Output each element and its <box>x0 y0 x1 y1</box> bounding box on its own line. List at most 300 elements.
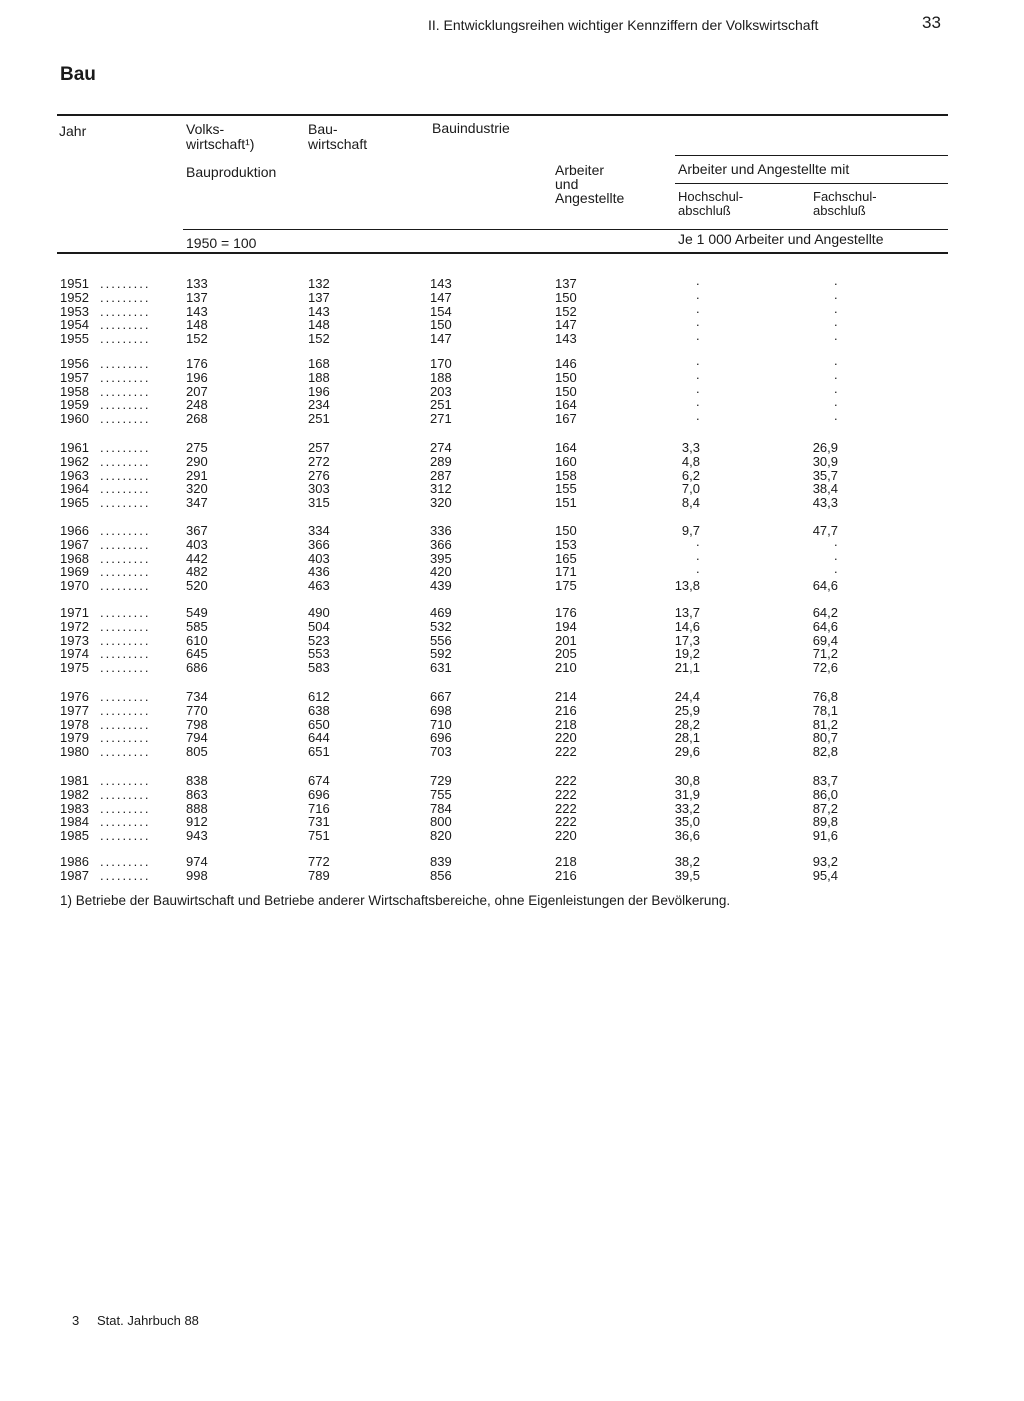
cell-fachschulabschluss: · <box>833 317 838 333</box>
cell-volkswirtschaft: 520 <box>186 578 208 594</box>
cell-volkswirtschaft: 148 <box>186 317 208 333</box>
header-rule-mit <box>675 183 948 184</box>
cell-volkswirtschaft: 320 <box>186 481 208 497</box>
cell-volkswirtschaft: 207 <box>186 383 208 399</box>
cell-arbeiter-angestellte: 176 <box>555 605 577 620</box>
col-header-bauwirtschaft-2: wirtschaft <box>308 136 368 152</box>
cell-year: 1959 <box>60 397 89 413</box>
cell-bauindustrie: 755 <box>430 786 452 802</box>
cell-arbeiter-angestellte: 147 <box>555 317 577 333</box>
cell-bauwirtschaft: 789 <box>308 867 330 883</box>
cell-hochschulabschluss: · <box>695 369 700 385</box>
cell-volkswirtschaft: 974 <box>186 854 208 869</box>
cell-bauwirtschaft: 152 <box>308 331 330 347</box>
cell-year: 1977 <box>60 702 89 718</box>
cell-arbeiter-angestellte: 151 <box>555 495 577 511</box>
cell-bauwirtschaft: 674 <box>308 773 330 788</box>
cell-bauwirtschaft: 612 <box>308 689 330 704</box>
cell-hochschulabschluss: · <box>695 303 700 319</box>
cell-arbeiter-angestellte: 222 <box>555 744 577 760</box>
cell-bauwirtschaft: 272 <box>308 453 330 469</box>
cell-bauindustrie: 631 <box>430 660 452 676</box>
col-header-bauproduktion: Bauproduktion <box>186 164 277 180</box>
cell-year: 1984 <box>60 814 89 830</box>
cell-arbeiter-angestellte: 137 <box>555 276 577 291</box>
cell-hochschulabschluss: 17,3 <box>674 632 700 648</box>
table-header-bottom-rule <box>57 252 948 254</box>
cell-year: 1976 <box>60 689 89 704</box>
cell-bauindustrie: 439 <box>430 578 452 594</box>
leader-dots: ......... <box>100 331 151 347</box>
cell-year: 1952 <box>60 289 89 305</box>
cell-hochschulabschluss: 29,6 <box>674 744 700 760</box>
cell-hochschulabschluss: 39,5 <box>674 867 700 883</box>
cell-arbeiter-angestellte: 150 <box>555 523 577 538</box>
cell-arbeiter-angestellte: 220 <box>555 730 577 746</box>
unit-label-index: 1950 = 100 <box>186 235 257 251</box>
cell-fachschulabschluss: · <box>833 356 838 371</box>
cell-year: 1986 <box>60 854 89 869</box>
cell-bauwirtschaft: 650 <box>308 716 330 732</box>
cell-hochschulabschluss: 9,7 <box>681 523 700 538</box>
cell-bauindustrie: 170 <box>430 356 452 371</box>
leader-dots: ......... <box>100 481 151 497</box>
cell-year: 1961 <box>60 440 89 455</box>
leader-dots: ......... <box>100 660 151 676</box>
cell-volkswirtschaft: 137 <box>186 289 208 305</box>
cell-bauindustrie: 395 <box>430 550 452 566</box>
cell-arbeiter-angestellte: 175 <box>555 578 577 594</box>
cell-arbeiter-angestellte: 201 <box>555 632 577 648</box>
leader-dots: ......... <box>100 317 151 333</box>
cell-volkswirtschaft: 152 <box>186 331 208 347</box>
col-header-fachschulabschluss-2: abschluß <box>813 203 866 218</box>
cell-bauwirtschaft: 553 <box>308 646 330 662</box>
cell-arbeiter-angestellte: 150 <box>555 289 577 305</box>
cell-volkswirtschaft: 291 <box>186 467 208 483</box>
cell-volkswirtschaft: 998 <box>186 867 208 883</box>
cell-volkswirtschaft: 770 <box>186 702 208 718</box>
cell-arbeiter-angestellte: 164 <box>555 397 577 413</box>
cell-arbeiter-angestellte: 152 <box>555 303 577 319</box>
cell-volkswirtschaft: 610 <box>186 632 208 648</box>
cell-bauwirtschaft: 251 <box>308 411 330 427</box>
col-header-fachschulabschluss: Fachschul- <box>813 189 877 204</box>
leader-dots: ......... <box>100 578 151 594</box>
page-footer: Stat. Jahrbuch 88 <box>97 1313 199 1328</box>
cell-bauindustrie: 203 <box>430 383 452 399</box>
cell-year: 1956 <box>60 356 89 371</box>
cell-bauwirtschaft: 490 <box>308 605 330 620</box>
page-number: 33 <box>922 13 941 32</box>
cell-hochschulabschluss: 38,2 <box>674 854 700 869</box>
cell-bauwirtschaft: 644 <box>308 730 330 746</box>
cell-year: 1960 <box>60 411 89 427</box>
cell-bauwirtschaft: 463 <box>308 578 330 594</box>
leader-dots: ......... <box>100 440 151 455</box>
leader-dots: ......... <box>100 495 151 511</box>
cell-year: 1975 <box>60 660 89 676</box>
leader-dots: ......... <box>100 356 151 371</box>
cell-fachschulabschluss: 64,6 <box>812 578 838 594</box>
cell-fachschulabschluss: · <box>833 550 838 566</box>
cell-bauindustrie: 469 <box>430 605 452 620</box>
cell-bauwirtschaft: 638 <box>308 702 330 718</box>
cell-hochschulabschluss: 6,2 <box>681 467 700 483</box>
cell-year: 1982 <box>60 786 89 802</box>
cell-fachschulabschluss: 87,2 <box>812 800 838 816</box>
cell-fachschulabschluss: 76,8 <box>812 689 838 704</box>
cell-fachschulabschluss: 95,4 <box>812 867 838 883</box>
cell-bauindustrie: 532 <box>430 618 452 634</box>
cell-volkswirtschaft: 176 <box>186 356 208 371</box>
cell-year: 1978 <box>60 716 89 732</box>
cell-fachschulabschluss: 30,9 <box>812 453 838 469</box>
cell-arbeiter-angestellte: 153 <box>555 536 577 552</box>
cell-year: 1951 <box>60 276 89 291</box>
section-title: Bau <box>60 64 96 85</box>
cell-fachschulabschluss: 82,8 <box>812 744 838 760</box>
cell-fachschulabschluss: 72,6 <box>812 660 838 676</box>
running-header: II. Entwicklungsreihen wichtiger Kennziffern der Volkswirtschaft <box>428 17 819 33</box>
cell-fachschulabschluss: · <box>833 331 838 347</box>
cell-bauwirtschaft: 751 <box>308 828 330 844</box>
cell-bauwirtschaft: 696 <box>308 786 330 802</box>
col-header-jahr: Jahr <box>59 123 87 139</box>
cell-volkswirtschaft: 838 <box>186 773 208 788</box>
cell-hochschulabschluss: · <box>695 331 700 347</box>
cell-bauwirtschaft: 303 <box>308 481 330 497</box>
cell-hochschulabschluss: 25,9 <box>674 702 700 718</box>
cell-arbeiter-angestellte: 216 <box>555 702 577 718</box>
cell-hochschulabschluss: · <box>695 276 700 291</box>
cell-hochschulabschluss: · <box>695 317 700 333</box>
cell-arbeiter-angestellte: 218 <box>555 854 577 869</box>
leader-dots: ......... <box>100 618 151 634</box>
cell-arbeiter-angestellte: 167 <box>555 411 577 427</box>
cell-hochschulabschluss: 8,4 <box>681 495 700 511</box>
cell-bauindustrie: 800 <box>430 814 452 830</box>
cell-bauindustrie: 698 <box>430 702 452 718</box>
cell-hochschulabschluss: 13,8 <box>674 578 700 594</box>
cell-volkswirtschaft: 645 <box>186 646 208 662</box>
cell-bauindustrie: 154 <box>430 303 452 319</box>
cell-volkswirtschaft: 403 <box>186 536 208 552</box>
leader-dots: ......... <box>100 702 151 718</box>
cell-volkswirtschaft: 268 <box>186 411 208 427</box>
cell-bauwirtschaft: 403 <box>308 550 330 566</box>
col-header-hochschulabschluss: Hochschul- <box>678 189 744 204</box>
cell-year: 1957 <box>60 369 89 385</box>
cell-bauindustrie: 592 <box>430 646 452 662</box>
cell-arbeiter-angestellte: 158 <box>555 467 577 483</box>
leader-dots: ......... <box>100 550 151 566</box>
cell-hochschulabschluss: 31,9 <box>674 786 700 802</box>
cell-fachschulabschluss: 64,6 <box>812 618 838 634</box>
cell-fachschulabschluss: · <box>833 397 838 413</box>
cell-fachschulabschluss: 80,7 <box>812 730 838 746</box>
cell-arbeiter-angestellte: 216 <box>555 867 577 883</box>
leader-dots: ......... <box>100 689 151 704</box>
cell-fachschulabschluss: 93,2 <box>812 854 838 869</box>
cell-arbeiter-angestellte: 194 <box>555 618 577 634</box>
cell-bauindustrie: 729 <box>430 773 452 788</box>
leader-dots: ......... <box>100 467 151 483</box>
cell-volkswirtschaft: 888 <box>186 800 208 816</box>
cell-fachschulabschluss: 78,1 <box>812 702 838 718</box>
cell-bauwirtschaft: 731 <box>308 814 330 830</box>
cell-volkswirtschaft: 248 <box>186 397 208 413</box>
cell-bauindustrie: 287 <box>430 467 452 483</box>
cell-year: 1968 <box>60 550 89 566</box>
cell-fachschulabschluss: · <box>833 411 838 427</box>
leader-dots: ......... <box>100 744 151 760</box>
cell-volkswirtschaft: 196 <box>186 369 208 385</box>
unit-label-per-thousand: Je 1 000 Arbeiter und Angestellte <box>678 231 884 247</box>
cell-year: 1953 <box>60 303 89 319</box>
cell-fachschulabschluss: · <box>833 383 838 399</box>
cell-bauwirtschaft: 137 <box>308 289 330 305</box>
cell-year: 1972 <box>60 618 89 634</box>
cell-bauindustrie: 710 <box>430 716 452 732</box>
cell-fachschulabschluss: 43,3 <box>812 495 838 511</box>
cell-hochschulabschluss: · <box>695 411 700 427</box>
cell-hochschulabschluss: 24,4 <box>674 689 700 704</box>
col-header-bauindustrie: Bauindustrie <box>432 120 510 136</box>
leader-dots: ......... <box>100 564 151 580</box>
cell-bauindustrie: 556 <box>430 632 452 648</box>
cell-hochschulabschluss: · <box>695 289 700 305</box>
cell-volkswirtschaft: 347 <box>186 495 208 511</box>
cell-fachschulabschluss: · <box>833 536 838 552</box>
cell-bauindustrie: 420 <box>430 564 452 580</box>
cell-fachschulabschluss: 26,9 <box>812 440 838 455</box>
col-header-arbeiter-und: und <box>555 176 579 192</box>
cell-bauindustrie: 703 <box>430 744 452 760</box>
cell-hochschulabschluss: 33,2 <box>674 800 700 816</box>
cell-bauwirtschaft: 234 <box>308 397 330 413</box>
cell-fachschulabschluss: · <box>833 303 838 319</box>
cell-fachschulabschluss: 38,4 <box>812 481 838 497</box>
col-header-volkswirtschaft-2: wirtschaft¹) <box>186 136 255 152</box>
cell-arbeiter-angestellte: 160 <box>555 453 577 469</box>
cell-arbeiter-angestellte: 155 <box>555 481 577 497</box>
cell-volkswirtschaft: 943 <box>186 828 208 844</box>
cell-year: 1962 <box>60 453 89 469</box>
cell-bauindustrie: 667 <box>430 689 452 704</box>
cell-fachschulabschluss: 89,8 <box>812 814 838 830</box>
cell-fachschulabschluss: · <box>833 276 838 291</box>
cell-arbeiter-angestellte: 214 <box>555 689 577 704</box>
cell-year: 1964 <box>60 481 89 497</box>
leader-dots: ......... <box>100 730 151 746</box>
cell-year: 1979 <box>60 730 89 746</box>
leader-dots: ......... <box>100 276 151 291</box>
cell-hochschulabschluss: · <box>695 564 700 580</box>
col-header-bauwirtschaft: Bau- <box>308 121 338 137</box>
cell-bauindustrie: 143 <box>430 276 452 291</box>
cell-hochschulabschluss: 36,6 <box>674 828 700 844</box>
cell-bauindustrie: 150 <box>430 317 452 333</box>
cell-bauindustrie: 366 <box>430 536 452 552</box>
cell-fachschulabschluss: 81,2 <box>812 716 838 732</box>
leader-dots: ......... <box>100 632 151 648</box>
cell-arbeiter-angestellte: 150 <box>555 383 577 399</box>
cell-year: 1980 <box>60 744 89 760</box>
cell-volkswirtschaft: 863 <box>186 786 208 802</box>
leader-dots: ......... <box>100 369 151 385</box>
cell-hochschulabschluss: 3,3 <box>681 440 700 455</box>
cell-year: 1981 <box>60 773 89 788</box>
cell-volkswirtschaft: 794 <box>186 730 208 746</box>
leader-dots: ......... <box>100 854 151 869</box>
cell-bauindustrie: 856 <box>430 867 452 883</box>
cell-year: 1965 <box>60 495 89 511</box>
cell-bauwirtschaft: 716 <box>308 800 330 816</box>
page-footer-mark: 3 <box>72 1313 80 1328</box>
cell-volkswirtschaft: 912 <box>186 814 208 830</box>
leader-dots: ......... <box>100 800 151 816</box>
cell-arbeiter-angestellte: 143 <box>555 331 577 347</box>
cell-hochschulabschluss: 30,8 <box>674 773 700 788</box>
cell-bauindustrie: 251 <box>430 397 452 413</box>
cell-hochschulabschluss: · <box>695 356 700 371</box>
cell-year: 1963 <box>60 467 89 483</box>
cell-bauwirtschaft: 276 <box>308 467 330 483</box>
cell-bauindustrie: 289 <box>430 453 452 469</box>
cell-hochschulabschluss: · <box>695 550 700 566</box>
cell-arbeiter-angestellte: 222 <box>555 786 577 802</box>
cell-hochschulabschluss: 4,8 <box>681 453 700 469</box>
cell-bauwirtschaft: 366 <box>308 536 330 552</box>
cell-bauindustrie: 147 <box>430 289 452 305</box>
leader-dots: ......... <box>100 773 151 788</box>
cell-volkswirtschaft: 686 <box>186 660 208 676</box>
cell-hochschulabschluss: · <box>695 536 700 552</box>
leader-dots: ......... <box>100 289 151 305</box>
cell-fachschulabschluss: · <box>833 369 838 385</box>
cell-bauindustrie: 147 <box>430 331 452 347</box>
cell-year: 1987 <box>60 867 89 883</box>
table-top-rule <box>57 114 948 116</box>
cell-fachschulabschluss: 35,7 <box>812 467 838 483</box>
cell-bauwirtschaft: 436 <box>308 564 330 580</box>
cell-hochschulabschluss: · <box>695 397 700 413</box>
cell-arbeiter-angestellte: 164 <box>555 440 577 455</box>
cell-bauwirtschaft: 196 <box>308 383 330 399</box>
cell-year: 1969 <box>60 564 89 580</box>
col-header-arbeiter-und-angestellte-mit: Arbeiter und Angestellte mit <box>678 161 850 177</box>
cell-year: 1954 <box>60 317 89 333</box>
cell-hochschulabschluss: 28,2 <box>674 716 700 732</box>
col-header-angestellte: Angestellte <box>555 190 625 206</box>
cell-bauwirtschaft: 132 <box>308 276 330 291</box>
cell-bauwirtschaft: 583 <box>308 660 330 676</box>
cell-arbeiter-angestellte: 165 <box>555 550 577 566</box>
cell-bauindustrie: 312 <box>430 481 452 497</box>
cell-year: 1983 <box>60 800 89 816</box>
footnote: 1) Betriebe der Bauwirtschaft und Betriebe anderer Wirtschaftsbereiche, ohne Eigenleistungen der Bevölkerung. <box>60 893 731 908</box>
leader-dots: ......... <box>100 523 151 538</box>
leader-dots: ......... <box>100 786 151 802</box>
cell-bauindustrie: 188 <box>430 369 452 385</box>
leader-dots: ......... <box>100 536 151 552</box>
header-rule-units <box>183 229 948 230</box>
leader-dots: ......... <box>100 867 151 883</box>
cell-volkswirtschaft: 549 <box>186 605 208 620</box>
cell-volkswirtschaft: 133 <box>186 276 208 291</box>
cell-fachschulabschluss: 47,7 <box>812 523 838 538</box>
cell-volkswirtschaft: 805 <box>186 744 208 760</box>
cell-bauindustrie: 820 <box>430 828 452 844</box>
cell-fachschulabschluss: 91,6 <box>812 828 838 844</box>
leader-dots: ......... <box>100 411 151 427</box>
cell-arbeiter-angestellte: 210 <box>555 660 577 676</box>
cell-volkswirtschaft: 798 <box>186 716 208 732</box>
cell-bauwirtschaft: 504 <box>308 618 330 634</box>
cell-volkswirtschaft: 275 <box>186 440 208 455</box>
leader-dots: ......... <box>100 828 151 844</box>
col-header-arbeiter: Arbeiter <box>555 162 605 178</box>
cell-fachschulabschluss: · <box>833 564 838 580</box>
cell-arbeiter-angestellte: 222 <box>555 814 577 830</box>
cell-year: 1971 <box>60 605 89 620</box>
cell-arbeiter-angestellte: 171 <box>555 564 577 580</box>
cell-arbeiter-angestellte: 222 <box>555 773 577 788</box>
cell-year: 1966 <box>60 523 89 538</box>
cell-arbeiter-angestellte: 220 <box>555 828 577 844</box>
leader-dots: ......... <box>100 646 151 662</box>
cell-arbeiter-angestellte: 205 <box>555 646 577 662</box>
cell-volkswirtschaft: 367 <box>186 523 208 538</box>
cell-year: 1958 <box>60 383 89 399</box>
cell-arbeiter-angestellte: 222 <box>555 800 577 816</box>
cell-volkswirtschaft: 585 <box>186 618 208 634</box>
cell-hochschulabschluss: · <box>695 383 700 399</box>
leader-dots: ......... <box>100 303 151 319</box>
cell-fachschulabschluss: 69,4 <box>812 632 838 648</box>
cell-arbeiter-angestellte: 150 <box>555 369 577 385</box>
leader-dots: ......... <box>100 605 151 620</box>
header-rule-bauindustrie <box>675 155 948 156</box>
cell-bauindustrie: 271 <box>430 411 452 427</box>
cell-year: 1973 <box>60 632 89 648</box>
cell-bauindustrie: 696 <box>430 730 452 746</box>
cell-hochschulabschluss: 14,6 <box>674 618 700 634</box>
cell-year: 1955 <box>60 331 89 347</box>
cell-year: 1974 <box>60 646 89 662</box>
cell-hochschulabschluss: 19,2 <box>674 646 700 662</box>
cell-hochschulabschluss: 21,1 <box>674 660 700 676</box>
cell-arbeiter-angestellte: 218 <box>555 716 577 732</box>
cell-year: 1985 <box>60 828 89 844</box>
cell-volkswirtschaft: 442 <box>186 550 208 566</box>
cell-fachschulabschluss: · <box>833 289 838 305</box>
col-header-volkswirtschaft: Volks- <box>186 121 225 137</box>
col-header-hochschulabschluss-2: abschluß <box>678 203 731 218</box>
cell-volkswirtschaft: 290 <box>186 453 208 469</box>
cell-volkswirtschaft: 482 <box>186 564 208 580</box>
cell-bauindustrie: 320 <box>430 495 452 511</box>
cell-bauwirtschaft: 257 <box>308 440 330 455</box>
cell-year: 1967 <box>60 536 89 552</box>
cell-year: 1970 <box>60 578 89 594</box>
cell-bauwirtschaft: 651 <box>308 744 330 760</box>
cell-volkswirtschaft: 143 <box>186 303 208 319</box>
cell-volkswirtschaft: 734 <box>186 689 208 704</box>
cell-bauwirtschaft: 148 <box>308 317 330 333</box>
cell-hochschulabschluss: 7,0 <box>681 481 700 497</box>
